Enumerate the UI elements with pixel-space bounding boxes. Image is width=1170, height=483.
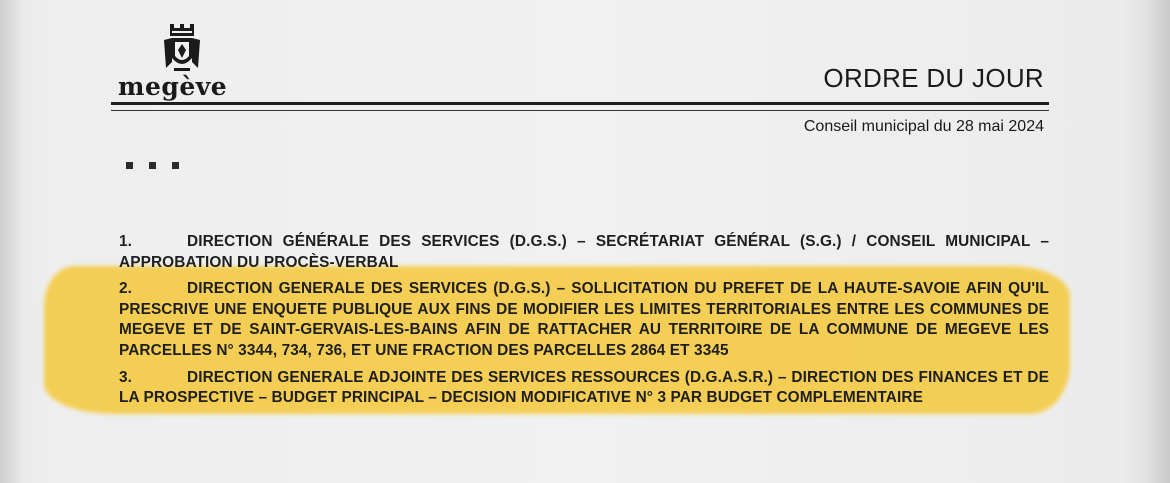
megeve-logo: [118, 24, 258, 104]
page-edge-right: [1144, 0, 1170, 483]
agenda-item-text: DIRECTION GENERALE ADJOINTE DES SERVICES RESSOURCES (D.G.A.S.R.) – DIRECTION DES FINANCES ET DE LA PROSPECTIVE – BUDGET PRINCIPAL – DECISION MODIFICATIVE N° 3 PAR BUDGET COMPLEMENTAIRE: [119, 368, 1049, 407]
coat-of-arms-icon: [162, 24, 202, 74]
logo-wordmark: megève: [118, 72, 228, 101]
agenda-item-number: 2.: [119, 280, 133, 298]
agenda-item-2: [119, 279, 1049, 361]
page-edge-left: [0, 0, 22, 483]
agenda-list: [119, 232, 1049, 415]
agenda-item-1: [119, 232, 1049, 273]
agenda-item-text: DIRECTION GÉNÉRALE DES SERVICES (D.G.S.) – SECRÉTARIAT GÉNÉRAL (S.G.) / CONSEIL MUNICIPAL – APPROBATION DU PROCÈS-VERBAL: [119, 233, 1049, 271]
agenda-item-3: [119, 368, 1049, 409]
decorative-dots: [126, 156, 195, 174]
dot-icon: [172, 162, 179, 169]
agenda-item-number: 1.: [119, 233, 133, 250]
header-rule-thin: [111, 110, 1049, 111]
dot-icon: [149, 162, 156, 169]
dot-icon: [126, 162, 133, 169]
agenda-item-number: 3.: [119, 368, 133, 386]
header-rule-thick: [111, 102, 1049, 105]
page-title: ORDRE DU JOUR: [823, 63, 1044, 93]
meeting-date: Conseil municipal du 28 mai 2024: [803, 118, 1044, 135]
agenda-item-text: DIRECTION GENERALE DES SERVICES (D.G.S.) – SOLLICITATION DU PREFET DE LA HAUTE-SAVOIE AFIN QU'IL PRESCRIVE UNE ENQUETE PUBLIQUE AUX FINS DE MODIFIER LES LIMITES TERRITORIALES ENTRE LES COMMUNES DE MEGEVE ET DE SAINT-GERVAIS-LES-BAINS AFIN DE RATTACHER AU TERRITOIRE DE LA COMMUNE DE MEGEVE LES PARCELLES N° 3344, 734, 736, ET UNE FRACTION DES PARCELLES 2864 ET 3345: [119, 280, 1049, 359]
